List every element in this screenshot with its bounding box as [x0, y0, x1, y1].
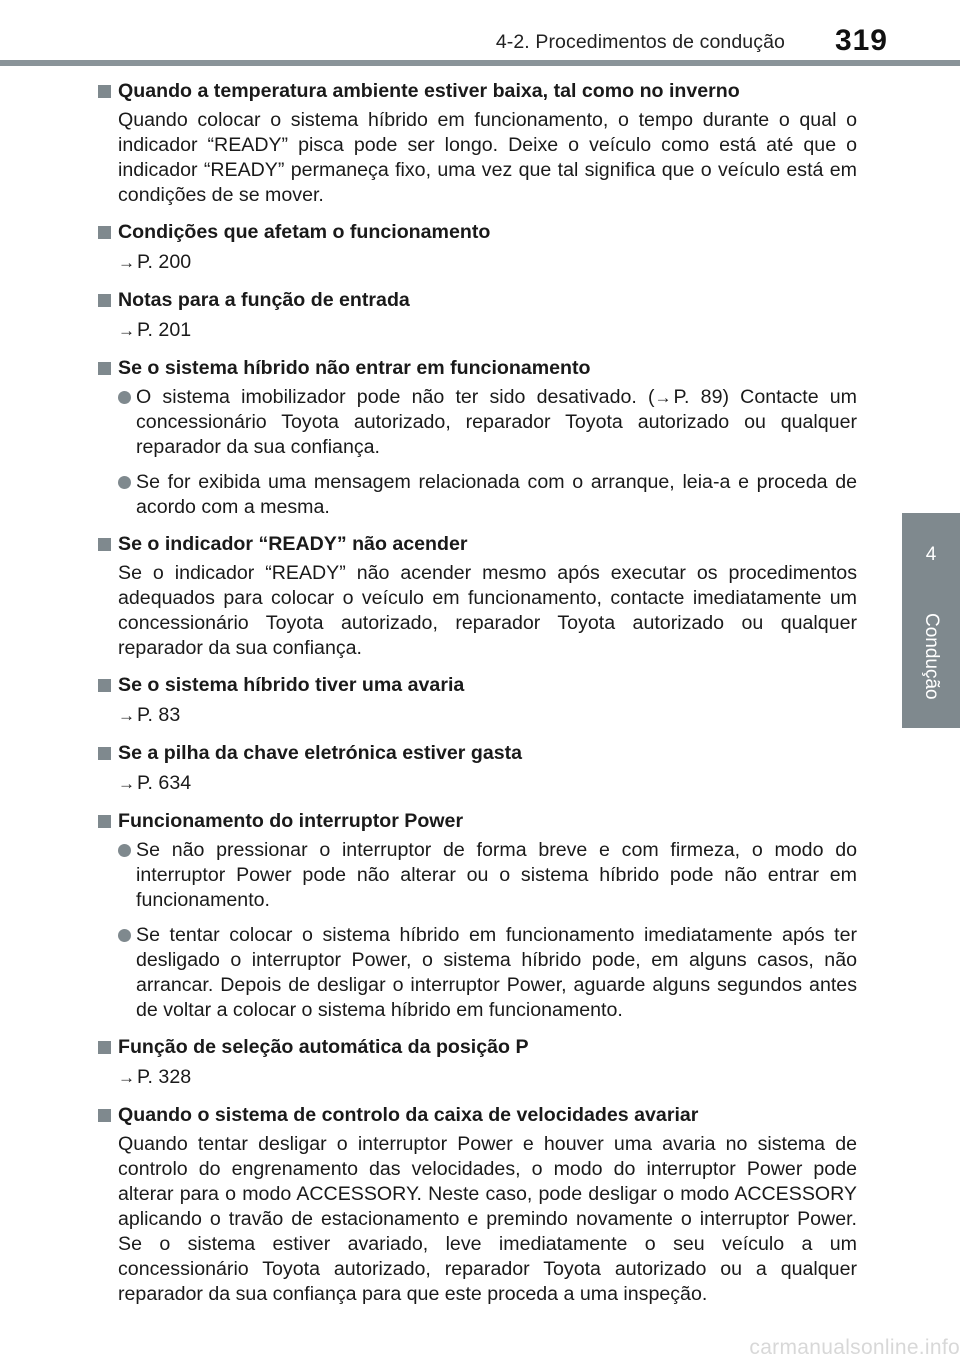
section-auto-p-position	[98, 1033, 857, 1091]
section-hybrid-malfunction	[98, 671, 857, 729]
list-item	[118, 838, 857, 913]
page-reference[interactable]	[118, 702, 857, 729]
square-bullet-icon	[98, 362, 111, 375]
section-heading	[98, 218, 857, 247]
arrow-right-icon: →	[654, 388, 672, 407]
square-bullet-icon	[98, 538, 111, 551]
reference-text: P. 634	[137, 772, 192, 794]
page-header	[0, 0, 960, 64]
square-bullet-icon	[98, 1109, 111, 1122]
arrow-right-icon: →	[118, 253, 135, 272]
square-bullet-icon	[98, 226, 111, 239]
section-key-battery	[98, 739, 857, 797]
section-heading	[98, 354, 857, 383]
circle-bullet-icon	[118, 929, 131, 942]
section-hybrid-not-starting	[98, 354, 857, 520]
section-ready-not-lit	[98, 530, 857, 661]
circle-bullet-icon	[118, 391, 131, 404]
chapter-tab[interactable]	[902, 513, 960, 728]
list-item	[118, 470, 857, 520]
watermark: carmanualsonline.info	[749, 1336, 960, 1359]
inline-reference[interactable]: P. 89	[673, 386, 723, 408]
section-heading	[98, 77, 857, 106]
page-content	[98, 77, 857, 1307]
heading-text: Se o sistema híbrido tiver uma avaria	[118, 674, 465, 696]
page-reference[interactable]	[118, 317, 857, 344]
bullet-text: O sistema imobilizador pode não ter sido desativado. (	[136, 386, 655, 408]
heading-text: Quando a temperatura ambiente estiver baixa, tal como no inverno	[118, 80, 740, 102]
bullet-text: Se tentar colocar o sistema híbrido em funcionamento imediatamente após ter desligado o interruptor Power, o sistema híbrido pode, em alguns casos, não arrancar. Depois de desligar o interruptor Power, aguarde alguns segundos antes de voltar a colocar o sistema híbrido em funcionamento.	[136, 924, 857, 1021]
heading-text: Função de seleção automática da posição P	[118, 1036, 529, 1058]
list-item	[118, 385, 857, 460]
bullet-text: ) Contacte um concessionário Toyota autorizado, reparador Toyota autorizado ou qualquer reparador da sua confiança.	[136, 386, 857, 458]
square-bullet-icon	[98, 1041, 111, 1054]
section-low-temperature	[98, 77, 857, 208]
heading-text: Condições que afetam o funcionamento	[118, 221, 491, 243]
bullet-text: Se não pressionar o interruptor de forma breve e com firmeza, o modo do interruptor Power pode não alterar ou o sistema híbrido pode não entrar em funcionamento.	[136, 839, 857, 911]
header-rule	[0, 60, 960, 66]
square-bullet-icon	[98, 747, 111, 760]
reference-text: P. 328	[137, 1066, 192, 1088]
circle-bullet-icon	[118, 476, 131, 489]
heading-text: Funcionamento do interruptor Power	[118, 810, 464, 832]
section-heading	[98, 286, 857, 315]
square-bullet-icon	[98, 85, 111, 98]
heading-text: Se a pilha da chave eletrónica estiver gasta	[118, 742, 523, 764]
chapter-number: 4	[925, 544, 937, 565]
section-heading	[98, 739, 857, 768]
page-reference[interactable]	[118, 249, 857, 276]
page-number: 319	[834, 24, 888, 57]
section-heading	[98, 807, 857, 836]
section-heading	[98, 671, 857, 700]
section-heading	[98, 1101, 857, 1130]
chapter-label: Condução	[921, 613, 942, 700]
heading-text: Se o sistema híbrido não entrar em funcionamento	[118, 357, 591, 379]
section-paragraph: Se o indicador “READY” não acender mesmo após executar os procedimentos adequados para colocar o veículo em funcionamento, contacte imediatamente um concessionário Toyota autorizado, reparador Toyota autorizado ou qualquer reparador da sua confiança.	[118, 562, 857, 659]
section-transmission-malfunction	[98, 1101, 857, 1307]
section-heading	[98, 530, 857, 559]
section-paragraph: Quando tentar desligar o interruptor Power e houver uma avaria no sistema de controlo do engrenamento das velocidades, o modo do interruptor Power pode alterar para o modo ACCESSORY. Neste caso, pode desligar o modo ACCESSORY aplicando o travão de estacionamento e premindo novamente o interruptor Power. Se o sistema estiver avariado, leve imediatamente o seu veículo a um concessionário Toyota autorizado, reparador Toyota autorizado ou a qualquer reparador da sua confiança para que este proceda a uma inspeção.	[118, 1133, 857, 1305]
section-title: 4-2. Procedimentos de condução	[495, 31, 785, 53]
section-operating-conditions	[98, 218, 857, 276]
square-bullet-icon	[98, 294, 111, 307]
heading-text: Se o indicador “READY” não acender	[118, 533, 468, 555]
reference-text: P. 83	[137, 704, 181, 726]
bullet-text: Se for exibida uma mensagem relacionada com o arranque, leia-a e proceda de acordo com a mesma.	[136, 471, 857, 518]
page-reference[interactable]	[118, 770, 857, 797]
arrow-right-icon: →	[118, 706, 135, 725]
arrow-right-icon: →	[118, 1068, 135, 1087]
reference-text: P. 201	[137, 319, 192, 341]
section-paragraph: Quando colocar o sistema híbrido em funcionamento, o tempo durante o qual o indicador “READY” pisca pode ser longo. Deixe o veículo como está até que o indicador “READY” permaneça fixo, uma vez que tal significa que o veículo está em condições de se mover.	[118, 109, 857, 206]
circle-bullet-icon	[118, 844, 131, 857]
section-entry-function-notes	[98, 286, 857, 344]
arrow-right-icon: →	[118, 774, 135, 793]
section-power-switch	[98, 807, 857, 1023]
square-bullet-icon	[98, 815, 111, 828]
section-heading	[98, 1033, 857, 1062]
heading-text: Quando o sistema de controlo da caixa de velocidades avariar	[118, 1104, 699, 1126]
reference-text: P. 200	[137, 251, 192, 273]
page-reference[interactable]	[118, 1064, 857, 1091]
list-item	[118, 923, 857, 1023]
heading-text: Notas para a função de entrada	[118, 289, 410, 311]
square-bullet-icon	[98, 679, 111, 692]
arrow-right-icon: →	[118, 321, 135, 340]
